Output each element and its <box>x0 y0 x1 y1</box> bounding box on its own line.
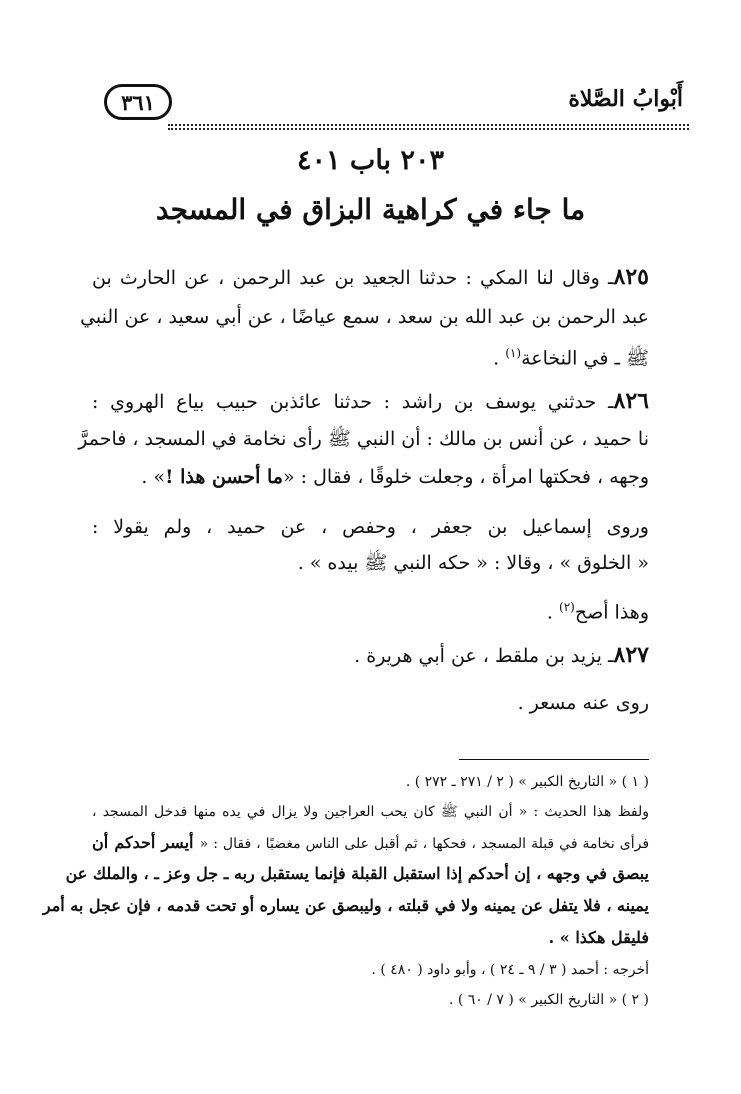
hadith-825-number: ٨٢٥ <box>613 264 649 290</box>
header-divider-lower <box>168 128 689 130</box>
hadith-826-line-3 <box>92 462 649 492</box>
chapter-heading: ٢٠٣ باب ٤٠١ <box>297 145 444 176</box>
hadith-826-line-1 <box>92 386 649 417</box>
hadith-826-text-3c: » . <box>141 466 166 488</box>
hadith-827-text-1: ـ يزيد بن ملقط ، عن أبي هريرة . <box>354 645 614 667</box>
chapter-subtitle: ما جاء في كراهية البزاق في المسجد <box>155 193 586 226</box>
hadith-825-text-1: ـ وقال لنا المكي : حدثنا الجعيد بن عبد الرحمن ، عن الحارث بن <box>92 267 614 289</box>
footnote-ref-1[interactable]: (١) <box>505 346 522 360</box>
riwaya-line-1: وروى إسماعيل بن جعفر ، وحفص ، عن حميد ، ولم يقولا : <box>92 516 649 538</box>
page-number <box>104 84 172 120</box>
footnote-divider <box>459 759 649 760</box>
footnote-1-line-4: يبصق في وجهه ، إن أحدكم إذا استقبل القبلة فإنما يستقبل ربه ـ جل وعز ـ ، والملك عن <box>65 864 649 883</box>
footnote-1-takhrij: أخرجه : أحمد ( ٣ / ٩ ـ ٢٤ ) ، وأبو داود ( ٤٨٠ ) . <box>371 962 649 978</box>
hadith-826-text-3a: وجهه ، فحكتها امرأة ، وجعلت خلوقًا ، فقال : « <box>282 466 649 488</box>
footnote-1-text-3a: فرأى نخامة في قبلة المسجد ، فحكها ، ثم أقبل على الناس مغضبًا ، فقال : « <box>199 836 650 852</box>
page-number-text: ٣٦١ <box>121 89 155 115</box>
hadith-825-text-3: ﷺ ـ في النخاعة <box>521 347 649 370</box>
footnote-1-line-3 <box>92 831 649 856</box>
asah-line <box>92 592 649 627</box>
hadith-825-text-3-end: . <box>493 347 506 370</box>
footnote-1-line-6: فليقل هكذا » . <box>548 928 649 947</box>
riwaya-line-2: « الخلوق » ، وقالا : « حكه النبي ﷺ بيده » . <box>297 552 649 574</box>
hadith-826-number: ٨٢٦ <box>613 388 649 414</box>
hadith-827-number: ٨٢٧ <box>613 642 649 668</box>
hadith-826-text-1: ـ حدثني يوسف بن راشد : حدثنا عائذبن حبيب بياع الهروي : <box>92 391 614 413</box>
footnote-1: ( ١ ) « التاريخ الكبير » ( ٢ / ٢٧١ ـ ٢٧٢ ) . <box>405 774 649 790</box>
header-divider <box>168 124 689 126</box>
footnote-ref-2[interactable]: (٢) <box>559 600 575 614</box>
footnote-1-line-5: يمينه ، فلا يتفل عن يمينه ولا في قبلته ، وليبصق عن يساره أو تحت قدمه ، فإن عجل به أمر <box>42 896 649 915</box>
hadith-826-quote: ما أحسن هذا ! <box>165 466 283 488</box>
hadith-825-line-2: عبد الرحمن بن عبد الله بن سعد ، سمع عياضًا ، عن أبي سعيد ، عن النبي <box>80 306 649 328</box>
asah-text: وهذا أصح <box>574 601 649 624</box>
hadith-825-line-3 <box>92 338 649 373</box>
hadith-827-line-1 <box>92 640 649 671</box>
footnote-2: ( ٢ ) « التاريخ الكبير » ( ٧ / ٦٠ ) . <box>448 992 649 1008</box>
footnote-1-text-3b: أيسر أحدكم أن <box>92 833 200 852</box>
hadith-826-line-2: نا حميد ، عن أنس بن مالك : أن النبي ﷺ رأى نخامة في المسجد ، فاحمرَّ <box>78 428 649 450</box>
asah-end: . <box>546 601 559 624</box>
running-title: أَبْوابُ الصَّلاة <box>568 86 683 112</box>
footnote-1-line-2: ولفظ هذا الحديث : « أن النبي ﷺ كان يحب العراجين ولا يزال في يده منها فدخل المسجد ، <box>92 804 649 820</box>
hadith-825-line-1 <box>92 262 649 293</box>
rawa-line: روى عنه مسعر . <box>517 692 649 714</box>
